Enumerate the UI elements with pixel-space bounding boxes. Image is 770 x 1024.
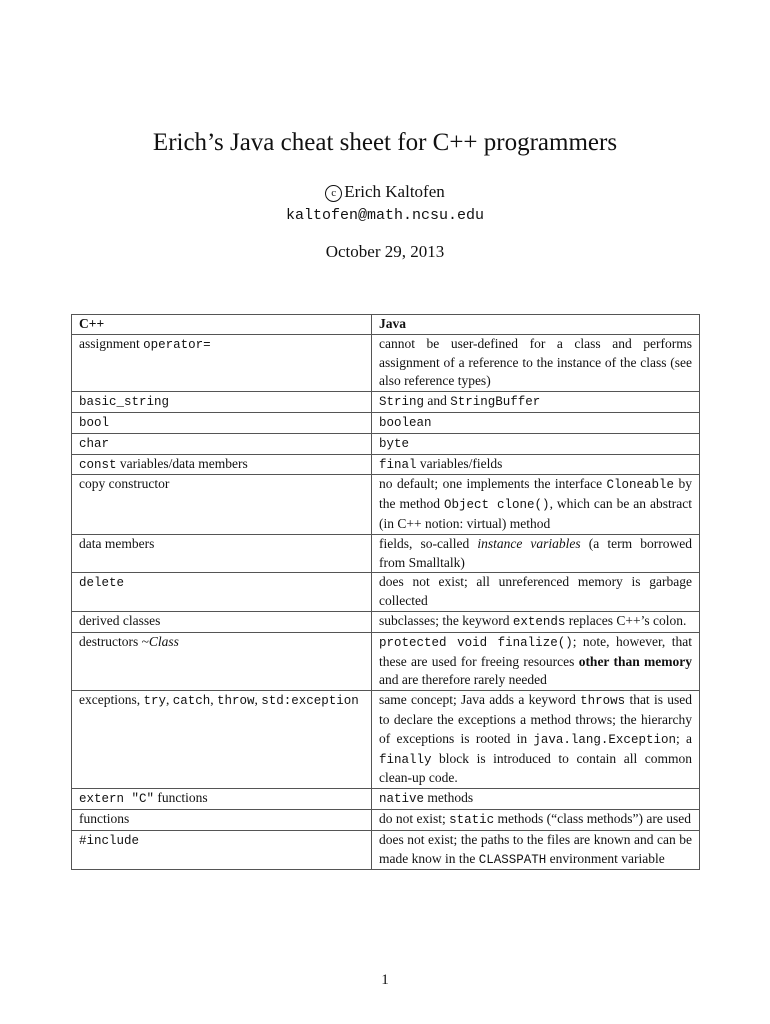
header-java: Java [372,315,700,335]
plain-text: block is introduced to contain all common clean-up code. [379,750,692,786]
plain-text: replaces C++’s colon. [565,612,687,628]
document-title: Erich’s Java cheat sheet for C++ programmers [152,129,618,156]
code-text: String [379,395,425,410]
table-row [72,632,700,690]
java-cell [372,573,700,612]
plain-text: copy constructor [79,476,170,492]
plain-text: methods [424,790,474,806]
plain-text: exceptions, [79,692,144,708]
plain-text: cannot be user-defined for a class and performs assignment of a reference to the instance of the class (see also reference types) [379,335,692,389]
table-row [72,691,700,789]
cpp-cell [72,573,372,612]
code-text: extends [512,614,566,629]
plain-text: does not exist; all unreferenced memory is garbage collected [379,574,692,609]
cpp-cell [72,789,372,810]
code-text: finally [379,752,432,767]
plain-text: (a term borrowed from Smalltalk) [379,535,692,570]
cpp-cell [72,475,372,534]
plain-text: variables/fields [416,455,503,471]
code-text: operator= [143,337,211,352]
plain-text: , [210,692,218,708]
java-cell [372,534,700,573]
plain-text: derived classes [79,612,161,628]
plain-text: , [254,692,262,708]
code-text: native [379,792,425,807]
java-cell [372,475,700,534]
author-email: kaltofen@math.ncsu.edu [285,207,485,224]
document-date: October 29, 2013 [325,242,445,261]
java-cell [372,809,700,830]
code-text: Cloneable [606,478,675,493]
copyright-icon: c [325,185,342,202]
bold-text: other than memory [578,653,693,669]
code-text: byte [379,436,410,451]
code-text: Object clone() [443,498,550,513]
table-row [72,830,700,870]
table-row [72,433,700,454]
code-text: try [143,694,166,709]
table-body [72,334,700,870]
java-cell [372,412,700,433]
table-row [72,334,700,391]
plain-text: does not exist; the paths to the files are known and can be made know in the [379,831,692,866]
plain-text: environment variable [546,850,665,866]
author-line [0,180,770,204]
plain-text: subclasses; the keyword [379,612,513,628]
plain-text: assignment [79,335,144,351]
table-row [72,534,700,573]
author-name: Erich Kaltofen [344,182,445,201]
cpp-cell [72,412,372,433]
code-text: bool [79,415,110,430]
code-text: catch [172,694,211,709]
page-number: 1 [381,972,389,988]
code-text: static [449,812,495,827]
code-text: boolean [379,415,432,430]
plain-text: and [424,393,451,409]
code-text: #include [79,833,140,848]
plain-text: , [166,692,173,708]
table-row [72,573,700,612]
cpp-cell [72,632,372,690]
java-cell [372,392,700,413]
plain-text: ; a [675,730,692,746]
code-text: StringBuffer [450,395,541,410]
table-header-row [72,315,700,335]
java-cell [372,691,700,789]
plain-text: , which can be an abstract (in C++ notion: virtual) method [379,496,692,531]
table-row [72,412,700,433]
code-text: basic_string [79,395,170,410]
java-cell [372,789,700,810]
code-text: java.lang.Exception [533,732,676,747]
code-text: final [379,457,417,472]
cpp-cell [72,392,372,413]
plain-text: variables/data members [116,455,248,471]
emphasis-text: instance variables [477,535,581,551]
cheat-sheet-table [71,314,700,870]
plain-text: no default; one implements the interface [379,476,607,492]
java-cell [372,611,700,632]
cpp-cell [72,691,372,789]
table-row [72,392,700,413]
table-row [72,809,700,830]
cpp-cell [72,611,372,632]
code-text: std:exception [261,694,359,709]
code-text: CLASSPATH [478,852,547,867]
header-cpp: C++ [72,315,372,335]
code-text: throw [217,694,255,709]
plain-text: ; note, however, that these are used for freeing resources [379,633,692,669]
plain-text: that is used to declare the exceptions a method throws; the hierarchy of exceptions is rooted in [379,692,692,746]
plain-text: fields, so-called [379,535,478,551]
code-text: throws [580,694,626,709]
plain-text: methods (“class methods”) are used [494,810,691,826]
table-row [72,454,700,475]
code-text: delete [79,576,125,591]
cpp-cell [72,433,372,454]
code-text: char [79,436,110,451]
code-text: protected void finalize() [379,635,573,650]
cpp-cell [72,809,372,830]
table-row [72,475,700,534]
cpp-cell [72,830,372,870]
code-text: const [79,457,117,472]
java-cell [372,454,700,475]
plain-text: destructors ~ [79,633,149,649]
emphasis-text: Class [148,633,179,649]
java-cell [372,632,700,690]
plain-text: do not exist; [379,810,450,826]
plain-text: functions [154,790,208,806]
java-cell [372,433,700,454]
cpp-cell [72,454,372,475]
plain-text: and are therefore rarely needed [379,672,547,688]
java-cell [372,334,700,391]
cpp-cell [72,334,372,391]
java-cell [372,830,700,870]
cpp-cell [72,534,372,573]
plain-text: functions [79,810,130,826]
table-row [72,611,700,632]
table-row [72,789,700,810]
plain-text: by the method [379,476,692,512]
code-text: extern "C" [79,792,155,807]
plain-text: data members [79,535,155,551]
plain-text: same concept; Java adds a keyword [379,692,581,708]
